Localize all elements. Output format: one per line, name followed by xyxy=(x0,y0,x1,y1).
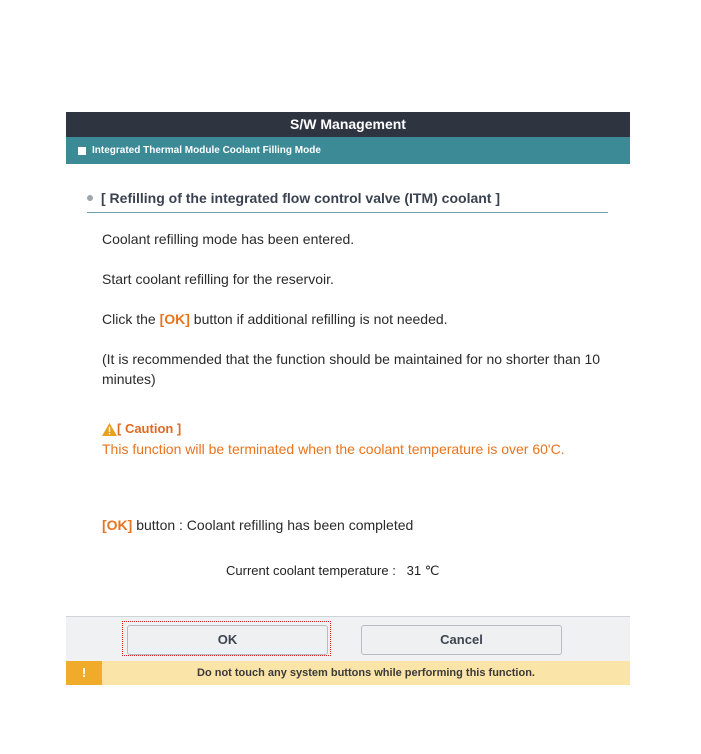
section-heading xyxy=(87,190,608,213)
dialog-title: S/W Management xyxy=(66,112,630,137)
button-bar xyxy=(66,616,630,662)
exclamation-icon: ! xyxy=(66,661,102,685)
message-line-1: Coolant refilling mode has been entered. xyxy=(102,231,355,247)
sw-management-dialog xyxy=(66,112,630,686)
ok-note xyxy=(102,515,612,535)
cancel-button[interactable]: Cancel xyxy=(361,625,562,655)
message-line-3 xyxy=(102,309,612,329)
ok-button[interactable]: OK xyxy=(127,625,328,655)
caution-block xyxy=(102,419,612,459)
square-bullet-icon xyxy=(78,147,86,155)
ok-tag: [OK] xyxy=(159,311,190,327)
caution-text: This function will be terminated when the coolant temperature is over 60'C. xyxy=(102,441,565,457)
temperature-label: Current coolant temperature : xyxy=(226,563,396,578)
mode-subheader xyxy=(66,137,630,164)
section-title: [ Refilling of the integrated flow control valve (ITM) coolant ] xyxy=(101,190,501,206)
ok-note-text: button : Coolant refilling has been completed xyxy=(132,517,414,533)
ok-note-tag: [OK] xyxy=(102,517,133,533)
caution-title: [ Caution ] xyxy=(117,421,182,436)
message-line-4: (It is recommended that the function should be maintained for no shorter than 10 minutes) xyxy=(102,351,601,387)
warning-text: Do not touch any system buttons while performing this function. xyxy=(197,667,535,679)
mode-title: Integrated Thermal Module Coolant Filling Mode xyxy=(92,145,321,156)
coolant-temperature xyxy=(226,563,439,579)
warning-triangle-icon xyxy=(102,423,117,436)
message-line-3-pre: Click the xyxy=(102,311,160,327)
message-line-2: Start coolant refilling for the reservoir. xyxy=(102,271,334,287)
warning-bar xyxy=(66,661,630,685)
bullet-icon xyxy=(87,195,93,201)
temperature-value: 31 xyxy=(406,563,422,578)
caution-heading xyxy=(102,419,612,439)
message-line-3-post: button if additional refilling is not needed. xyxy=(189,311,448,327)
temperature-unit: ℃ xyxy=(424,563,440,578)
